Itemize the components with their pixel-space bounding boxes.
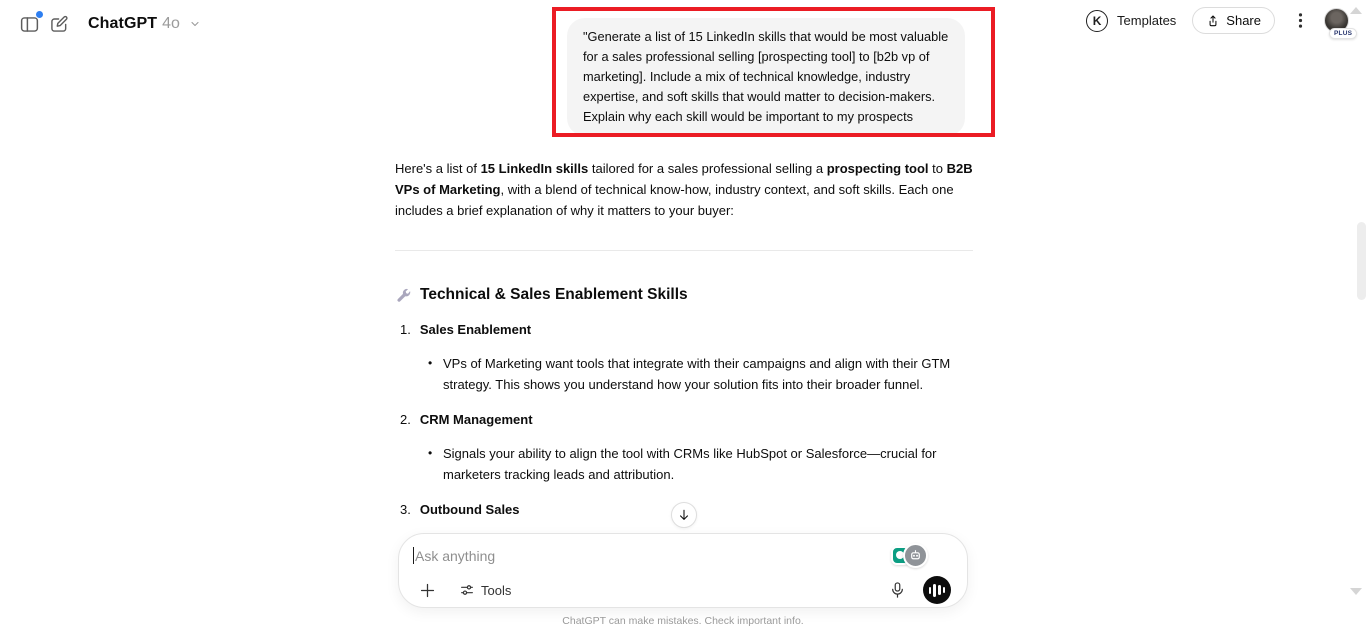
microphone-icon bbox=[889, 580, 906, 600]
composer-toolbar bbox=[413, 576, 951, 604]
model-name: 4o bbox=[162, 15, 180, 32]
item-number: 2. bbox=[400, 412, 411, 427]
new-chat-button[interactable] bbox=[44, 9, 74, 39]
user-message-bubble: "Generate a list of 15 LinkedIn skills that would be most valuable for a sales professional selling [prospecting tool] to [b2b vp of marketing]. Include a mix of technical knowledge, industry expertise, and soft skills that would matter to decision-makers. Explain why each skill would be important to my prospects bbox=[567, 18, 965, 136]
more-options-button[interactable] bbox=[1291, 8, 1310, 33]
plus-badge: PLUS bbox=[1329, 28, 1357, 39]
item-detail: • VPs of Marketing want tools that integrate with their campaigns and align with their GTM strategy. This shows you understand how your solution fits into their broader funnel. bbox=[395, 353, 973, 395]
header-right bbox=[1086, 7, 1353, 37]
extension-robot-icon bbox=[903, 543, 928, 568]
sliders-icon bbox=[459, 582, 475, 598]
item-number: 3. bbox=[400, 502, 411, 517]
section-title: Technical & Sales Enablement Skills bbox=[420, 286, 688, 303]
model-selector[interactable] bbox=[88, 15, 201, 33]
item-number: 1. bbox=[400, 322, 411, 337]
disclaimer-text: ChatGPT can make mistakes. Check important info. bbox=[562, 615, 804, 627]
attach-button[interactable] bbox=[418, 581, 437, 600]
plus-icon bbox=[418, 581, 437, 600]
k-extension-button[interactable]: K bbox=[1086, 10, 1108, 32]
wrench-icon bbox=[395, 287, 411, 303]
text-cursor bbox=[413, 547, 414, 564]
prompt-input[interactable] bbox=[413, 547, 951, 564]
chevron-down-icon bbox=[189, 18, 201, 30]
share-label: Share bbox=[1226, 13, 1261, 28]
list-item bbox=[395, 409, 973, 485]
tools-button[interactable] bbox=[459, 582, 511, 598]
composer bbox=[398, 533, 968, 608]
kebab-menu-icon bbox=[1293, 12, 1308, 29]
new-chat-icon bbox=[49, 14, 69, 34]
prompt-placeholder: Ask anything bbox=[415, 547, 496, 564]
templates-button[interactable]: Templates bbox=[1117, 13, 1177, 28]
browser-extension-buttons[interactable] bbox=[891, 543, 937, 569]
list-item bbox=[395, 319, 973, 395]
voice-mode-button[interactable] bbox=[923, 576, 951, 604]
share-icon bbox=[1206, 14, 1220, 28]
share-button[interactable] bbox=[1192, 7, 1275, 34]
brand-name: ChatGPT bbox=[88, 15, 158, 32]
section-heading bbox=[395, 284, 973, 305]
account-menu[interactable] bbox=[1324, 8, 1353, 37]
scrollbar-down-arrow[interactable] bbox=[1350, 588, 1362, 595]
item-title: Sales Enablement bbox=[419, 322, 532, 337]
scrollbar-thumb[interactable] bbox=[1357, 222, 1366, 300]
header-left bbox=[14, 9, 201, 39]
tools-label: Tools bbox=[481, 582, 512, 598]
answer-intro: Here's a list of 15 LinkedIn skills tailored for a sales professional selling a prospecting tool to B2B VPs of Marketing, with a blend of technical know-how, industry context, and soft skills. Each one includes a brief explanation of why it matters to your buyer: bbox=[395, 161, 973, 218]
notification-dot bbox=[36, 11, 43, 18]
item-title: CRM Management bbox=[419, 412, 533, 427]
scroll-to-bottom-button[interactable] bbox=[671, 502, 697, 528]
dictate-button[interactable] bbox=[889, 580, 906, 600]
arrow-down-icon bbox=[677, 508, 691, 522]
item-title: Outbound Sales bbox=[419, 502, 520, 517]
section-divider bbox=[395, 250, 973, 251]
sidebar-toggle-button[interactable] bbox=[14, 9, 44, 39]
voice-mode-icon bbox=[929, 587, 932, 594]
item-detail: • Signals your ability to align the tool with CRMs like HubSpot or Salesforce—crucial for marketers tracking leads and attribution. bbox=[395, 443, 973, 485]
scrollbar-up-arrow[interactable] bbox=[1350, 7, 1362, 14]
